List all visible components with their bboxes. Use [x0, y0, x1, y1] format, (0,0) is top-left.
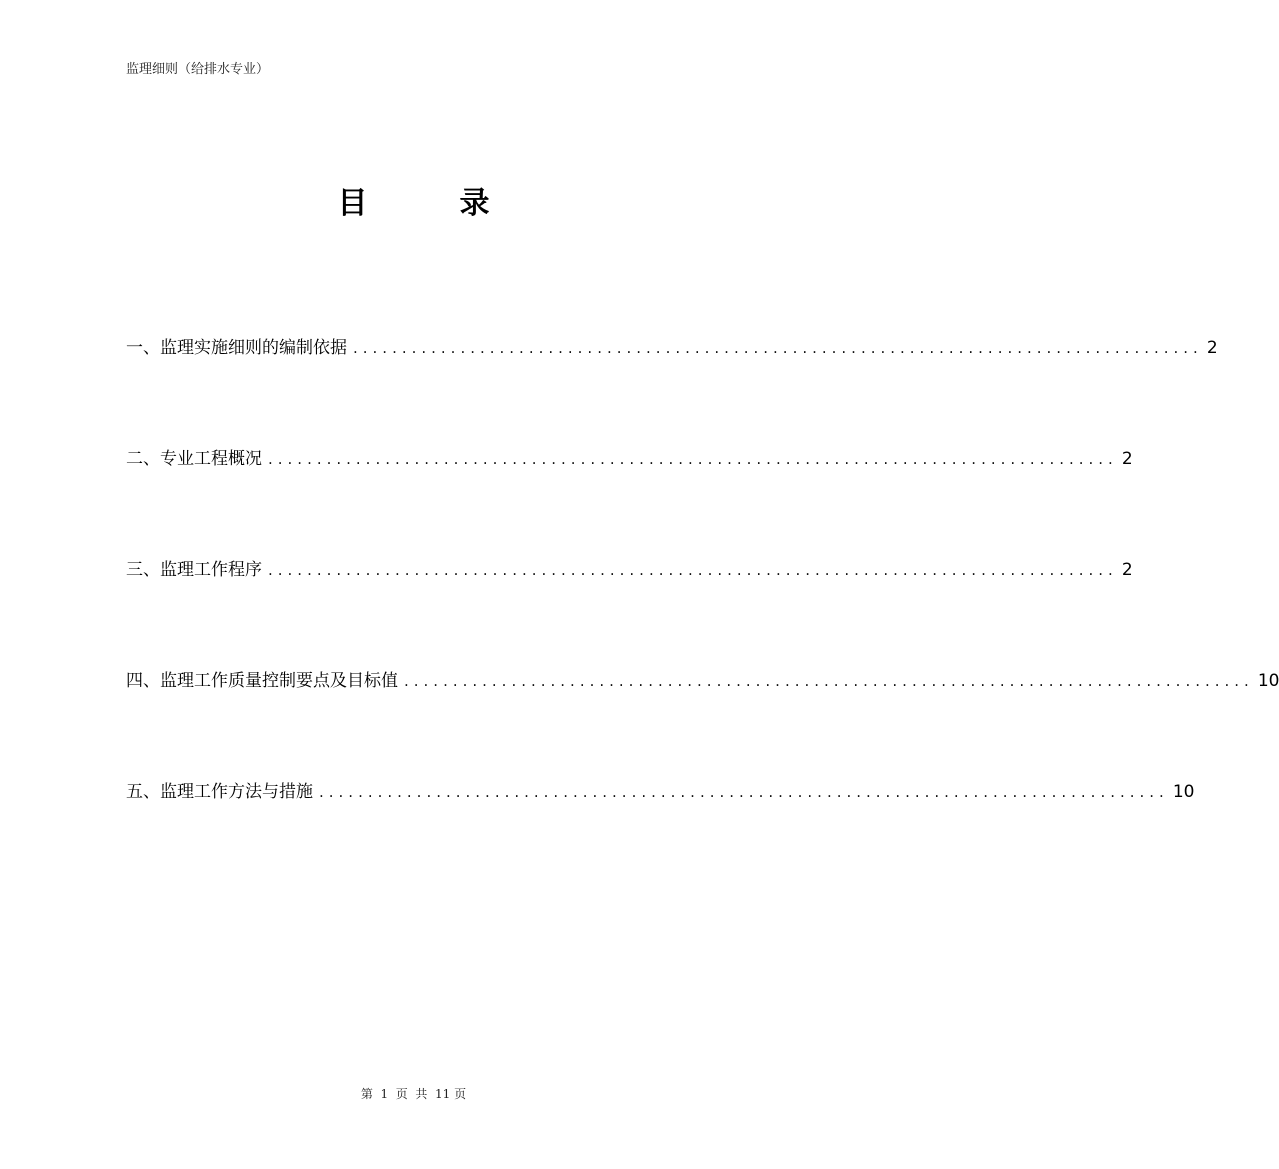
- toc-entry[interactable]: [126, 778, 1195, 889]
- toc-entry[interactable]: [126, 445, 1133, 556]
- toc-entry-page: 2: [1121, 449, 1133, 469]
- toc-entry-label: 四、监理工作质量控制要点及目标值: [126, 671, 398, 691]
- page-footer: 第 1 页 共 11 页: [360, 1087, 467, 1101]
- dot-leader: .......................................................................................: [268, 561, 1118, 579]
- toc-entry-page: 2: [1121, 560, 1133, 580]
- toc-entry-page: 10: [1257, 671, 1279, 691]
- toc-entry-label: 二、专业工程概况: [126, 449, 262, 469]
- toc-entry[interactable]: [126, 667, 1279, 778]
- dot-leader: .......................................................................................: [319, 783, 1169, 801]
- table-of-contents: [126, 334, 1279, 889]
- page-header: 监理细则（给排水专业）: [126, 62, 270, 77]
- toc-entry-page: 2: [1206, 338, 1218, 358]
- toc-entry-label: 一、监理实施细则的编制依据: [126, 338, 347, 358]
- toc-title: [0, 178, 827, 226]
- toc-entry-label: 五、监理工作方法与措施: [126, 782, 313, 802]
- dot-leader: .......................................................................................: [268, 450, 1118, 468]
- toc-entry-label: 三、监理工作程序: [126, 560, 262, 580]
- dot-leader: .......................................................................................: [353, 339, 1203, 357]
- toc-entry[interactable]: [126, 334, 1218, 445]
- toc-entry-page: 10: [1172, 782, 1195, 802]
- dot-leader: .......................................................................................: [404, 672, 1254, 690]
- toc-title-char-2: 录: [459, 186, 490, 221]
- toc-entry[interactable]: [126, 556, 1133, 667]
- toc-title-char-1: 目: [337, 186, 368, 221]
